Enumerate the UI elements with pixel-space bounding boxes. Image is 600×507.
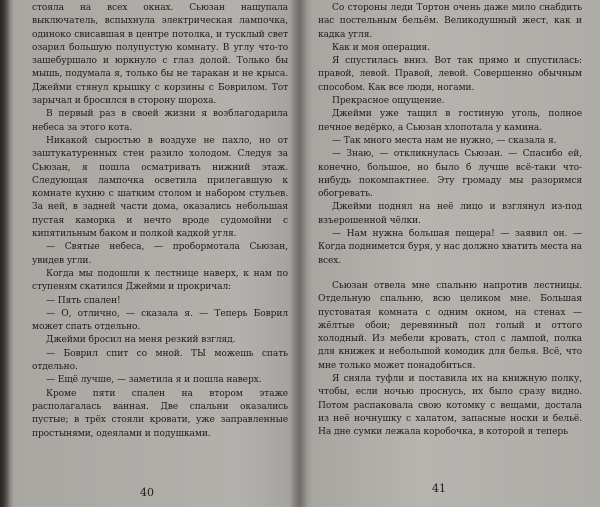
- paragraph: Когда мы подошли к лестнице наверх, к нам по ступеням скатился Джейми и прокричал:: [32, 268, 288, 293]
- left-page: [12, 0, 294, 507]
- paragraph: — Пять спален!: [46, 295, 121, 306]
- paragraph: Джейми поднял на неё лицо и взглянул из-под взъерошенной чёлки.: [318, 202, 582, 226]
- paragraph: — Боврил спит со мной. ТЫ можешь спать отдельно.: [32, 348, 288, 373]
- paragraph: Я спустилась вниз. Вот так прямо и спустилась: правой, левой. Правой, левой. Совершенно обычным способом. Как все люди, ногами.: [318, 56, 582, 93]
- page-number: 40: [140, 486, 154, 499]
- paragraph: Кроме пяти спален на втором этаже располагалась ванная. Две спальни оказались пустые; в трёх стояли кровати, уже заправленные простынями, одеялами и подушками.: [32, 388, 288, 439]
- paragraph: Джейми бросил на меня резкий взгляд.: [46, 335, 236, 346]
- page-number: 41: [432, 482, 446, 495]
- paragraph: — Так много места нам не нужно, — сказала я.: [332, 135, 557, 146]
- paragraph: — Знаю, — откликнулась Сьюзан. — Спасибо ей, конечно, большое, но было б лучше всё-таки что-нибудь покомпактнее. Эту громаду мы разоримся обогревать.: [318, 149, 582, 200]
- paragraph: Со стороны леди Тортон очень даже мило снабдить нас постельным бельём. Великодушный жест, как и кадка угля.: [318, 3, 582, 40]
- section-break: [318, 268, 582, 280]
- paragraph: Я сняла туфли и поставила их на книжную полку, чтобы, если ночью проснусь, их было сразу видно. Потом распаковала свою котомку с вещами, достала из неё ночнушку с халатом, запасные носки и бельё. На дне сумки лежала коробочка, в которой я теперь: [318, 374, 582, 438]
- right-page: [304, 0, 594, 507]
- paragraph: Прекрасное ощущение.: [332, 96, 445, 107]
- page-edge-shadow: [0, 0, 10, 507]
- paragraph: — Ещё лучше, — заметила я и пошла наверх.: [46, 375, 262, 386]
- paragraph: — Святые небеса, — пробормотала Сьюзан, увидев угли.: [32, 242, 288, 266]
- paragraph: Сьюзан отвела мне спальню напротив лестницы. Отдельную спальню, всю целиком мне. Большая пустоватая комната с одним окном, на стенах — жёлтые обои; деревянный пол голый и оттого холодный. Из мебели кровать, стол с лампой, полка для книжек и небольшой комодик для белья. Всё, что мне только может понадобиться.: [318, 280, 582, 371]
- paragraph: стояла на всех окнах. Сьюзан нащупала выключатель, вспыхнула электрическая лампочка, одиноко свисавшая в центре потолка, и тусклый свет озарил большую полупустую комнату. В углу что-то зашебуршало и юркнуло с глаз долой. Только бы мышь, подумала я, только бы не таракан и не крыса. Джейми стянул крышку с корзины с Боврилом. Тот зарычал и бросился в сторону шороха.: [32, 3, 288, 107]
- paragraph: — О, отлично, — сказала я. — Теперь Боврил может спать отдельно.: [32, 308, 288, 333]
- paragraph: Никакой сыростью в воздухе не пахло, но от заштукатуренных стен разило холодом. Следуя за Сьюзан, я пошла осматривать нижний этаж. Следующая лампочка осветила прилегавшую к комнате кухню с шатким столом и набором стульев. За ней, в задней части дома, оказались небольшая пустая каморка и нечто вроде судомойни с кипятильным баком и полкой кадкой угля.: [32, 135, 288, 240]
- paragraph: Как и моя операция.: [332, 42, 430, 53]
- paragraph: — Нам нужна большая пещера! — заявил он. — Когда поднимется буря, у нас должно хватить места на всех.: [318, 229, 582, 266]
- paragraph: В первый раз в своей жизни я возблагодарила небеса за этого кота.: [32, 109, 288, 133]
- paragraph: Джейми уже тащил в гостиную уголь, полное печное ведёрко, а Сьюзан хлопотала у камина.: [318, 109, 582, 133]
